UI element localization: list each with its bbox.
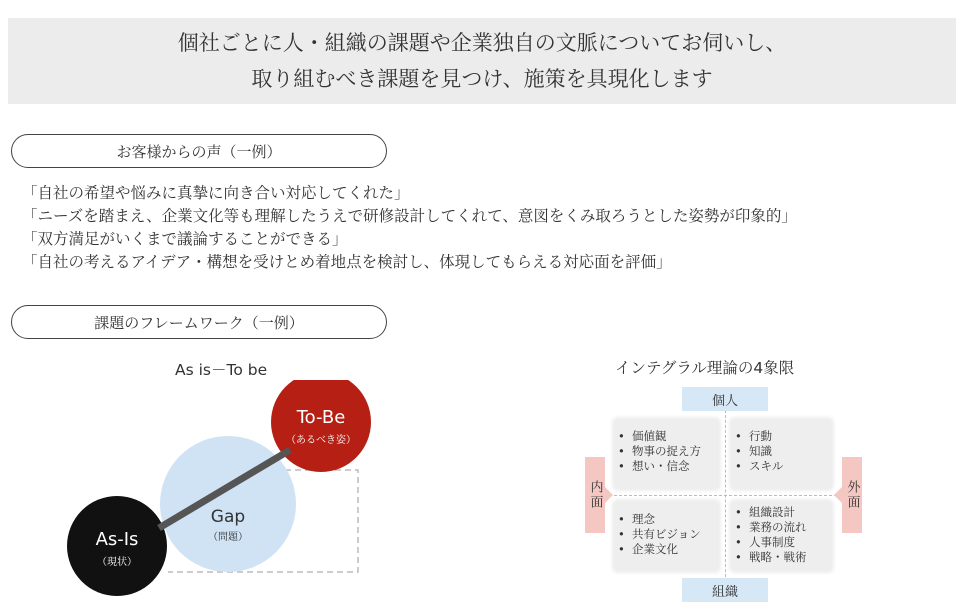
customer-quote: 「自社の希望や悩みに真摯に向き合い対応してくれた」 xyxy=(22,184,410,202)
right-axis-label xyxy=(842,457,862,533)
quadrant-top-right xyxy=(727,415,836,493)
customer-quote: 「自社の考えるアイデア・構想を受けとめ着地点を検討し、体現してもらえる対応面を評価」 xyxy=(22,253,672,271)
as-is-sublabel: （現状） xyxy=(97,557,137,568)
horizontal-axis-divider xyxy=(599,495,847,496)
quadrant-item: • 物事の捉え方 xyxy=(618,444,723,459)
as-is-to-be-title: As is－To be xyxy=(175,361,268,379)
banner-line-1: 個社ごとに人・組織の課題や企業独自の文脈についてお伺いし、 xyxy=(177,31,787,55)
vertical-axis-divider xyxy=(725,405,726,587)
quadrant-item: • 戦略・戦術 xyxy=(735,550,836,565)
quadrant-item: • 価値観 xyxy=(618,429,723,444)
quadrant-top-left xyxy=(610,415,723,493)
quadrant-item: • 組織設計 xyxy=(735,505,836,520)
customer-quote: 「ニーズを踏まえ、企業文化等も理解したうえで研修設計してくれて、意図をくみ取ろうとした姿勢が印象的」 xyxy=(22,207,797,225)
quadrant-item: • 知識 xyxy=(735,444,836,459)
gap-label: Gap xyxy=(210,507,246,527)
quadrant-item: • 行動 xyxy=(735,429,836,444)
top-axis-label xyxy=(682,387,768,411)
customer-quotes-list xyxy=(22,182,797,274)
customer-voices-heading-label: お客様からの声（一例） xyxy=(116,142,282,161)
to-be-sublabel: （あるべき姿） xyxy=(286,435,356,446)
as-is-to-be-diagram xyxy=(60,380,380,602)
banner-line-2: 取り組むべき課題を見つけ、施策を具現化します xyxy=(251,67,713,91)
gap-sublabel: （問題） xyxy=(208,532,248,543)
framework-heading-label: 課題のフレームワーク（一例） xyxy=(94,313,304,332)
left-axis-label-text: 内面 xyxy=(587,480,603,510)
quadrant-item: • スキル xyxy=(735,459,836,474)
to-be-label: To-Be xyxy=(296,407,346,428)
quadrant-item: • 共有ビジョン xyxy=(618,527,723,542)
header-banner xyxy=(8,18,956,104)
quadrant-bottom-right xyxy=(727,497,836,575)
bottom-axis-label-text: 組織 xyxy=(711,584,738,600)
quadrant-item: • 企業文化 xyxy=(618,542,723,557)
bottom-axis-label xyxy=(682,578,768,602)
customer-quote: 「双方満足がいくまで議論することができる」 xyxy=(22,230,348,248)
quadrant-item: • 業務の流れ xyxy=(735,520,836,535)
framework-heading xyxy=(11,305,387,339)
integral-quadrant-diagram xyxy=(585,387,862,602)
quadrant-item: • 想い・信念 xyxy=(618,459,723,474)
left-axis-label xyxy=(585,457,605,533)
quadrant-item: • 人事制度 xyxy=(735,535,836,550)
top-axis-label-text: 個人 xyxy=(711,393,738,409)
integral-theory-title: インテグラル理論の4象限 xyxy=(615,359,795,377)
quadrant-bottom-left xyxy=(610,497,723,575)
right-axis-label-text: 外面 xyxy=(844,480,860,510)
customer-voices-heading xyxy=(11,134,387,168)
quadrant-item: • 理念 xyxy=(618,512,723,527)
as-is-label: As-Is xyxy=(95,529,139,550)
